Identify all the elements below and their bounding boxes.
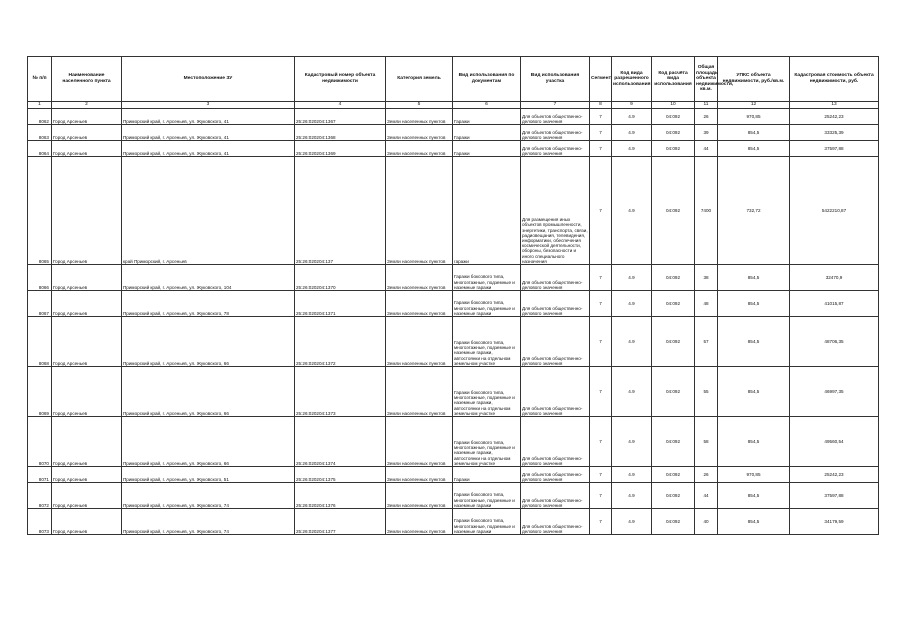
settlement-cell: Город Арсеньев xyxy=(52,317,122,367)
table-row xyxy=(28,109,879,125)
segment-cell: 7 xyxy=(590,141,612,157)
area-cell: 44 xyxy=(695,141,718,157)
use-code-cell: 4.9 xyxy=(612,109,652,125)
cadastral-number-cell: 25:26:020204:1377 xyxy=(295,509,386,535)
segment-cell: 7 xyxy=(590,291,612,317)
cadastral-number-cell: 25:26:020204:1370 xyxy=(295,265,386,291)
header-cell-cadastral-value: Кадастровая стоимость объекта недвижимости, руб. xyxy=(790,57,879,102)
column-number: 3 xyxy=(122,102,295,109)
doc-use-cell: Гаражи xyxy=(453,141,521,157)
area-cell: 26 xyxy=(695,109,718,125)
header-cell-calc-code: Код расчёта вида использования xyxy=(652,57,695,102)
cadastral-number-cell: 25:26:020204:1367 xyxy=(295,109,386,125)
row-number: 8066 xyxy=(28,265,52,291)
calc-code-cell: 04:092 xyxy=(652,509,695,535)
header-cell-doc-use: Вид использования по документам xyxy=(453,57,521,102)
location-cell: Приморский край, г. Арсеньев, ул. Жуковского, 66 xyxy=(122,417,295,467)
location-cell: Приморский край, г. Арсеньев, ул. Жуковского, 41 xyxy=(122,125,295,141)
column-number: 13 xyxy=(790,102,879,109)
location-cell: Приморский край, г. Арсеньев, ул. Жуковского, 104 xyxy=(122,265,295,291)
row-number: 8065 xyxy=(28,157,52,265)
land-category-cell: Земли населенных пунктов xyxy=(386,141,453,157)
upks-cell: 854,5 xyxy=(718,317,790,367)
table-row xyxy=(28,317,879,367)
segment-cell: 7 xyxy=(590,157,612,265)
segment-cell: 7 xyxy=(590,125,612,141)
area-cell: 39 xyxy=(695,125,718,141)
use-code-cell: 4.9 xyxy=(612,125,652,141)
segment-cell: 7 xyxy=(590,109,612,125)
plot-use-cell: Для объектов общественно-делового значения xyxy=(521,265,590,291)
land-category-cell: Земли населенных пунктов xyxy=(386,157,453,265)
header-cell-land-category: Категория земель xyxy=(386,57,453,102)
segment-cell: 7 xyxy=(590,265,612,291)
plot-use-cell: Для размещения иных объектов промышленности, энергетики, транспорта, связи, радиовещания, телевидения, информатики, обеспечения космической деятельности, обороны, безопасности и иного специального назначения xyxy=(521,157,590,265)
calc-code-cell: 04:092 xyxy=(652,417,695,467)
row-number: 8069 xyxy=(28,367,52,417)
header-cell-number: № п/п xyxy=(28,57,52,102)
location-cell: Приморский край, г. Арсеньев, ул. Жуковского, 66 xyxy=(122,367,295,417)
calc-code-cell: 04:092 xyxy=(652,467,695,483)
cadastral-value-cell: 37597,88 xyxy=(790,141,879,157)
segment-cell: 7 xyxy=(590,417,612,467)
land-category-cell: Земли населенных пунктов xyxy=(386,291,453,317)
segment-cell: 7 xyxy=(590,467,612,483)
cadastral-number-cell: 25:26:020204:137 xyxy=(295,157,386,265)
row-number: 8073 xyxy=(28,509,52,535)
location-cell: Приморский край, г. Арсеньев, ул. Жуковского, 41 xyxy=(122,141,295,157)
use-code-cell: 4.9 xyxy=(612,317,652,367)
cadastral-value-table xyxy=(27,56,879,535)
cadastral-value-cell: 5422210,87 xyxy=(790,157,879,265)
cadastral-value-cell: 25242,23 xyxy=(790,109,879,125)
segment-cell: 7 xyxy=(590,367,612,417)
doc-use-cell: Гаражи боксового типа, многоэтажные, подземные и наземные гаражи xyxy=(453,509,521,535)
plot-use-cell: Для объектов общественно-делового значения xyxy=(521,109,590,125)
cadastral-number-cell: 25:26:020204:1369 xyxy=(295,141,386,157)
settlement-cell: Город Арсеньев xyxy=(52,141,122,157)
plot-use-cell: Для объектов общественно-делового значения xyxy=(521,291,590,317)
column-number: 6 xyxy=(453,102,521,109)
settlement-cell: Город Арсеньев xyxy=(52,265,122,291)
land-category-cell: Земли населенных пунктов xyxy=(386,367,453,417)
table-row xyxy=(28,467,879,483)
cadastral-value-cell: 48706,35 xyxy=(790,317,879,367)
area-cell: 55 xyxy=(695,367,718,417)
use-code-cell: 4.9 xyxy=(612,141,652,157)
cadastral-value-cell: 33325,39 xyxy=(790,125,879,141)
doc-use-cell: Гаражи боксового типа, многоэтажные, подземные и наземные гаражи, автостоянки на отдельном земельном участке xyxy=(453,417,521,467)
land-category-cell: Земли населенных пунктов xyxy=(386,467,453,483)
use-code-cell: 4.9 xyxy=(612,367,652,417)
upks-cell: 854,5 xyxy=(718,417,790,467)
calc-code-cell: 04:092 xyxy=(652,109,695,125)
cadastral-value-cell: 32470,9 xyxy=(790,265,879,291)
row-number: 8062 xyxy=(28,109,52,125)
column-number: 11 xyxy=(695,102,718,109)
column-number: 2 xyxy=(52,102,122,109)
segment-cell: 7 xyxy=(590,317,612,367)
settlement-cell: Город Арсеньев xyxy=(52,467,122,483)
doc-use-cell: Гаражи боксового типа, многоэтажные, подземные и наземные гаражи xyxy=(453,291,521,317)
cadastral-number-cell: 25:26:020204:1374 xyxy=(295,417,386,467)
cadastral-value-cell: 46997,35 xyxy=(790,367,879,417)
upks-cell: 854,5 xyxy=(718,291,790,317)
doc-use-cell: гаражи xyxy=(453,157,521,265)
area-cell: 26 xyxy=(695,467,718,483)
upks-cell: 854,5 xyxy=(718,367,790,417)
use-code-cell: 4.9 xyxy=(612,291,652,317)
plot-use-cell: Для объектов общественно-делового значения xyxy=(521,509,590,535)
cadastral-number-cell: 25:26:020204:1375 xyxy=(295,467,386,483)
header-row xyxy=(28,57,879,102)
plot-use-cell: Для объектов общественно-делового значения xyxy=(521,483,590,509)
upks-cell: 854,5 xyxy=(718,483,790,509)
land-category-cell: Земли населенных пунктов xyxy=(386,483,453,509)
doc-use-cell: Гаражи боксового типа, многоэтажные, подземные и наземные гаражи, автостоянки на отдельном земельном участке xyxy=(453,367,521,417)
doc-use-cell: Гаражи боксового типа, многоэтажные, подземные и наземные гаражи, автостоянки на отдельном земельном участке xyxy=(453,317,521,367)
use-code-cell: 4.9 xyxy=(612,509,652,535)
settlement-cell: Город Арсеньев xyxy=(52,291,122,317)
upks-cell: 970,85 xyxy=(718,109,790,125)
header-cell-plot-use: Вид использования участка xyxy=(521,57,590,102)
location-cell: Приморский край, г. Арсеньев, ул. Жуковского, 74 xyxy=(122,483,295,509)
table-row xyxy=(28,291,879,317)
table-row xyxy=(28,483,879,509)
doc-use-cell: Гаражи боксового типа, многоэтажные, подземные и наземные гаражи xyxy=(453,483,521,509)
plot-use-cell: Для объектов общественно-делового значения xyxy=(521,417,590,467)
use-code-cell: 4.9 xyxy=(612,417,652,467)
land-category-cell: Земли населенных пунктов xyxy=(386,509,453,535)
segment-cell: 7 xyxy=(590,509,612,535)
cadastral-number-cell: 25:26:020204:1372 xyxy=(295,317,386,367)
row-number: 8068 xyxy=(28,317,52,367)
header-cell-settlement: Наименование населенного пункта xyxy=(52,57,122,102)
header-cell-area: Общая площадь объекта недвижимости, кв.м. xyxy=(695,57,718,102)
column-number: 9 xyxy=(612,102,652,109)
header-cell-segment: Сегмент xyxy=(590,57,612,102)
use-code-cell: 4.9 xyxy=(612,467,652,483)
header-cell-upks: УПКС объекта недвижимости, руб./кв.м. xyxy=(718,57,790,102)
column-number: 12 xyxy=(718,102,790,109)
doc-use-cell: Гаражи xyxy=(453,467,521,483)
table-row xyxy=(28,125,879,141)
table-row xyxy=(28,157,879,265)
calc-code-cell: 04:092 xyxy=(652,367,695,417)
settlement-cell: Город Арсеньев xyxy=(52,125,122,141)
area-cell: 40 xyxy=(695,509,718,535)
calc-code-cell: 04:092 xyxy=(652,125,695,141)
area-cell: 57 xyxy=(695,317,718,367)
use-code-cell: 4.9 xyxy=(612,157,652,265)
cadastral-value-cell: 41015,87 xyxy=(790,291,879,317)
table-row xyxy=(28,417,879,467)
settlement-cell: Город Арсеньев xyxy=(52,367,122,417)
column-number: 10 xyxy=(652,102,695,109)
area-cell: 38 xyxy=(695,265,718,291)
land-category-cell: Земли населенных пунктов xyxy=(386,417,453,467)
cadastral-value-cell: 37597,88 xyxy=(790,483,879,509)
upks-cell: 854,5 xyxy=(718,125,790,141)
location-cell: Приморский край, г. Арсеньев, ул. Жуковского, 41 xyxy=(122,109,295,125)
cadastral-value-cell: 49560,54 xyxy=(790,417,879,467)
settlement-cell: Город Арсеньев xyxy=(52,483,122,509)
location-cell: Приморский край, г. Арсеньев, ул. Жуковского, 78 xyxy=(122,291,295,317)
area-cell: 58 xyxy=(695,417,718,467)
header-cell-location: Местоположение ЗУ xyxy=(122,57,295,102)
column-number: 1 xyxy=(28,102,52,109)
settlement-cell: Город Арсеньев xyxy=(52,509,122,535)
cadastral-number-cell: 25:26:020204:1371 xyxy=(295,291,386,317)
location-cell: Приморский край, г. Арсеньев, ул. Жуковского, 74 xyxy=(122,509,295,535)
header-cell-use-code: Код вида разрешенного использования xyxy=(612,57,652,102)
plot-use-cell: Для объектов общественно-делового значения xyxy=(521,141,590,157)
table-row xyxy=(28,265,879,291)
land-category-cell: Земли населенных пунктов xyxy=(386,317,453,367)
upks-cell: 970,85 xyxy=(718,467,790,483)
cadastral-number-cell: 25:26:020204:1376 xyxy=(295,483,386,509)
doc-use-cell: Гаражи xyxy=(453,109,521,125)
settlement-cell: Город Арсеньев xyxy=(52,417,122,467)
plot-use-cell: Для объектов общественно-делового значения xyxy=(521,317,590,367)
column-number: 4 xyxy=(295,102,386,109)
area-cell: 44 xyxy=(695,483,718,509)
upks-cell: 854,5 xyxy=(718,509,790,535)
plot-use-cell: Для объектов общественно-делового значения xyxy=(521,125,590,141)
cadastral-number-cell: 25:26:020204:1373 xyxy=(295,367,386,417)
cadastral-value-cell: 25242,23 xyxy=(790,467,879,483)
segment-cell: 7 xyxy=(590,483,612,509)
use-code-cell: 4.9 xyxy=(612,265,652,291)
row-number: 8070 xyxy=(28,417,52,467)
cadastral-value-cell: 34179,59 xyxy=(790,509,879,535)
settlement-cell: Город Арсеньев xyxy=(52,157,122,265)
table-row xyxy=(28,141,879,157)
doc-use-cell: Гаражи xyxy=(453,125,521,141)
row-number: 8063 xyxy=(28,125,52,141)
area-cell: 48 xyxy=(695,291,718,317)
calc-code-cell: 04:092 xyxy=(652,141,695,157)
upks-cell: 732,72 xyxy=(718,157,790,265)
calc-code-cell: 04:092 xyxy=(652,291,695,317)
column-number: 7 xyxy=(521,102,590,109)
land-category-cell: Земли населенных пунктов xyxy=(386,125,453,141)
calc-code-cell: 04:092 xyxy=(652,483,695,509)
table-row xyxy=(28,509,879,535)
header-cell-cadastral-number: Кадастровый номер объекта недвижимости xyxy=(295,57,386,102)
land-category-cell: Земли населенных пунктов xyxy=(386,109,453,125)
column-number-row xyxy=(28,102,879,109)
plot-use-cell: Для объектов общественно-делового значения xyxy=(521,367,590,417)
location-cell: Приморский край, г. Арсеньев, ул. Жуковского, 51 xyxy=(122,467,295,483)
row-number: 8072 xyxy=(28,483,52,509)
plot-use-cell: Для объектов общественно-делового значения xyxy=(521,467,590,483)
column-number: 5 xyxy=(386,102,453,109)
calc-code-cell: 04:092 xyxy=(652,317,695,367)
table-row xyxy=(28,367,879,417)
upks-cell: 854,5 xyxy=(718,141,790,157)
row-number: 8067 xyxy=(28,291,52,317)
area-cell: 7400 xyxy=(695,157,718,265)
calc-code-cell: 04:092 xyxy=(652,157,695,265)
settlement-cell: Город Арсеньев xyxy=(52,109,122,125)
upks-cell: 854,5 xyxy=(718,265,790,291)
cadastral-sheet xyxy=(27,56,878,535)
location-cell: Приморский край, г. Арсеньев, ул. Жуковского, 66 xyxy=(122,317,295,367)
calc-code-cell: 04:092 xyxy=(652,265,695,291)
doc-use-cell: Гаражи боксового типа, многоэтажные, подземные и наземные гаражи xyxy=(453,265,521,291)
land-category-cell: Земли населенных пунктов xyxy=(386,265,453,291)
column-number: 8 xyxy=(590,102,612,109)
cadastral-number-cell: 25:26:020204:1368 xyxy=(295,125,386,141)
row-number: 8064 xyxy=(28,141,52,157)
use-code-cell: 4.9 xyxy=(612,483,652,509)
row-number: 8071 xyxy=(28,467,52,483)
location-cell: край Приморский, г. Арсеньев xyxy=(122,157,295,265)
